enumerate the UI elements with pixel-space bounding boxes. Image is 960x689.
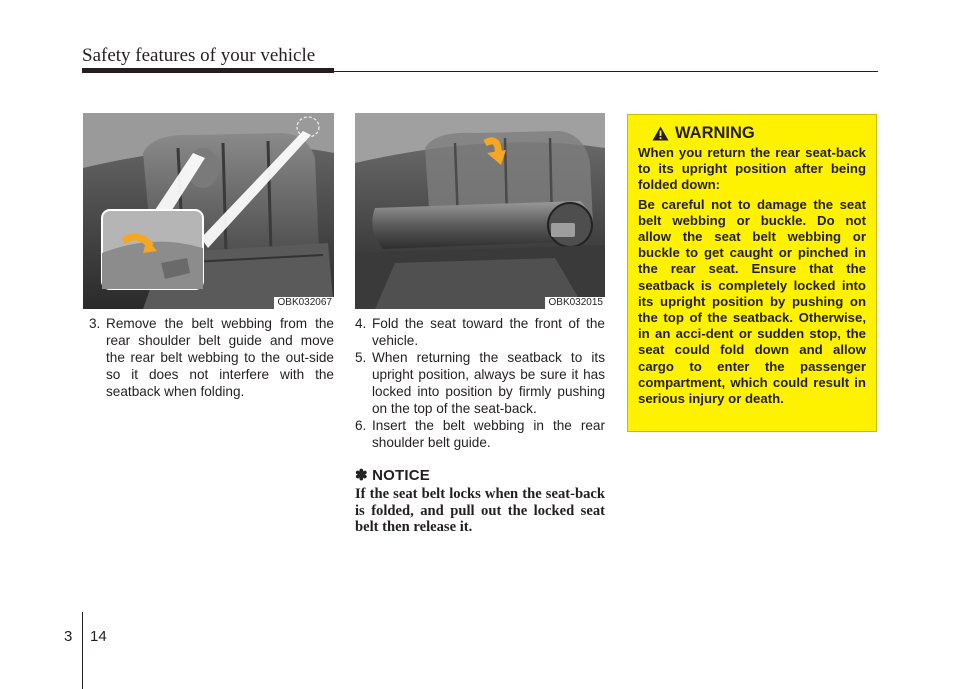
warning-title: WARNING	[675, 124, 755, 142]
notice-title: ✽ NOTICE	[355, 467, 431, 484]
warning-box	[627, 114, 877, 432]
warning-header	[652, 124, 866, 143]
warning-intro: When you return the rear seat-back to its upright position after being folded down:	[638, 145, 866, 193]
instruction-step	[355, 315, 605, 349]
step-text: When returning the seatback to its upright position, always be sure it has locked into position by firmly pushing on the top of the seat-back.	[372, 350, 605, 416]
instruction-step	[355, 417, 605, 451]
footer-rule	[82, 612, 83, 689]
left-column-text	[89, 315, 334, 400]
step-text: Fold the seat toward the front of the vehicle.	[372, 316, 605, 348]
figure-belt-guide-illustration	[83, 113, 334, 309]
page-header-title: Safety features of your vehicle	[82, 45, 316, 66]
header-rule	[82, 68, 334, 73]
figure-folded-seat-illustration	[355, 113, 605, 309]
warning-triangle-icon	[652, 126, 669, 141]
instruction-step	[89, 315, 334, 400]
step-number: 4.	[355, 316, 367, 331]
middle-column-text	[355, 315, 605, 536]
instruction-step	[355, 349, 605, 417]
warning-body: Be careful not to damage the seat belt webbing or buckle. Do not allow the seat belt webbing or buckle to get caught or pinched in the rear seat. Ensure that the seatback is completely locked into its upright position by pushing on the top of the seatback. Otherwise, in an acci-dent or sudden stop, the seat could fold down and allow cargo to enter the passenger compartment, which could result in serious injury or death.	[638, 196, 866, 407]
step-number: 6.	[355, 418, 367, 433]
figure-folded-seat	[355, 113, 605, 309]
step-text: Remove the belt webbing from the rear shoulder belt guide and move the rear belt webbing to the out-side so it does not interfere with the seatback when folding.	[106, 316, 334, 399]
page-number: 14	[90, 628, 107, 645]
figure-code: OBK032015	[545, 297, 606, 309]
figure-belt-guide	[83, 113, 334, 309]
notice-text: If the seat belt locks when the seat-back is folded, and pull out the locked seat belt then release it.	[355, 486, 605, 535]
step-number: 3.	[89, 316, 101, 331]
chapter-number: 3	[64, 628, 73, 645]
header-rule-thin	[334, 71, 878, 72]
step-number: 5.	[355, 350, 367, 365]
figure-code: OBK032067	[274, 297, 335, 309]
step-text: Insert the belt webbing in the rear shoulder belt guide.	[372, 418, 605, 450]
